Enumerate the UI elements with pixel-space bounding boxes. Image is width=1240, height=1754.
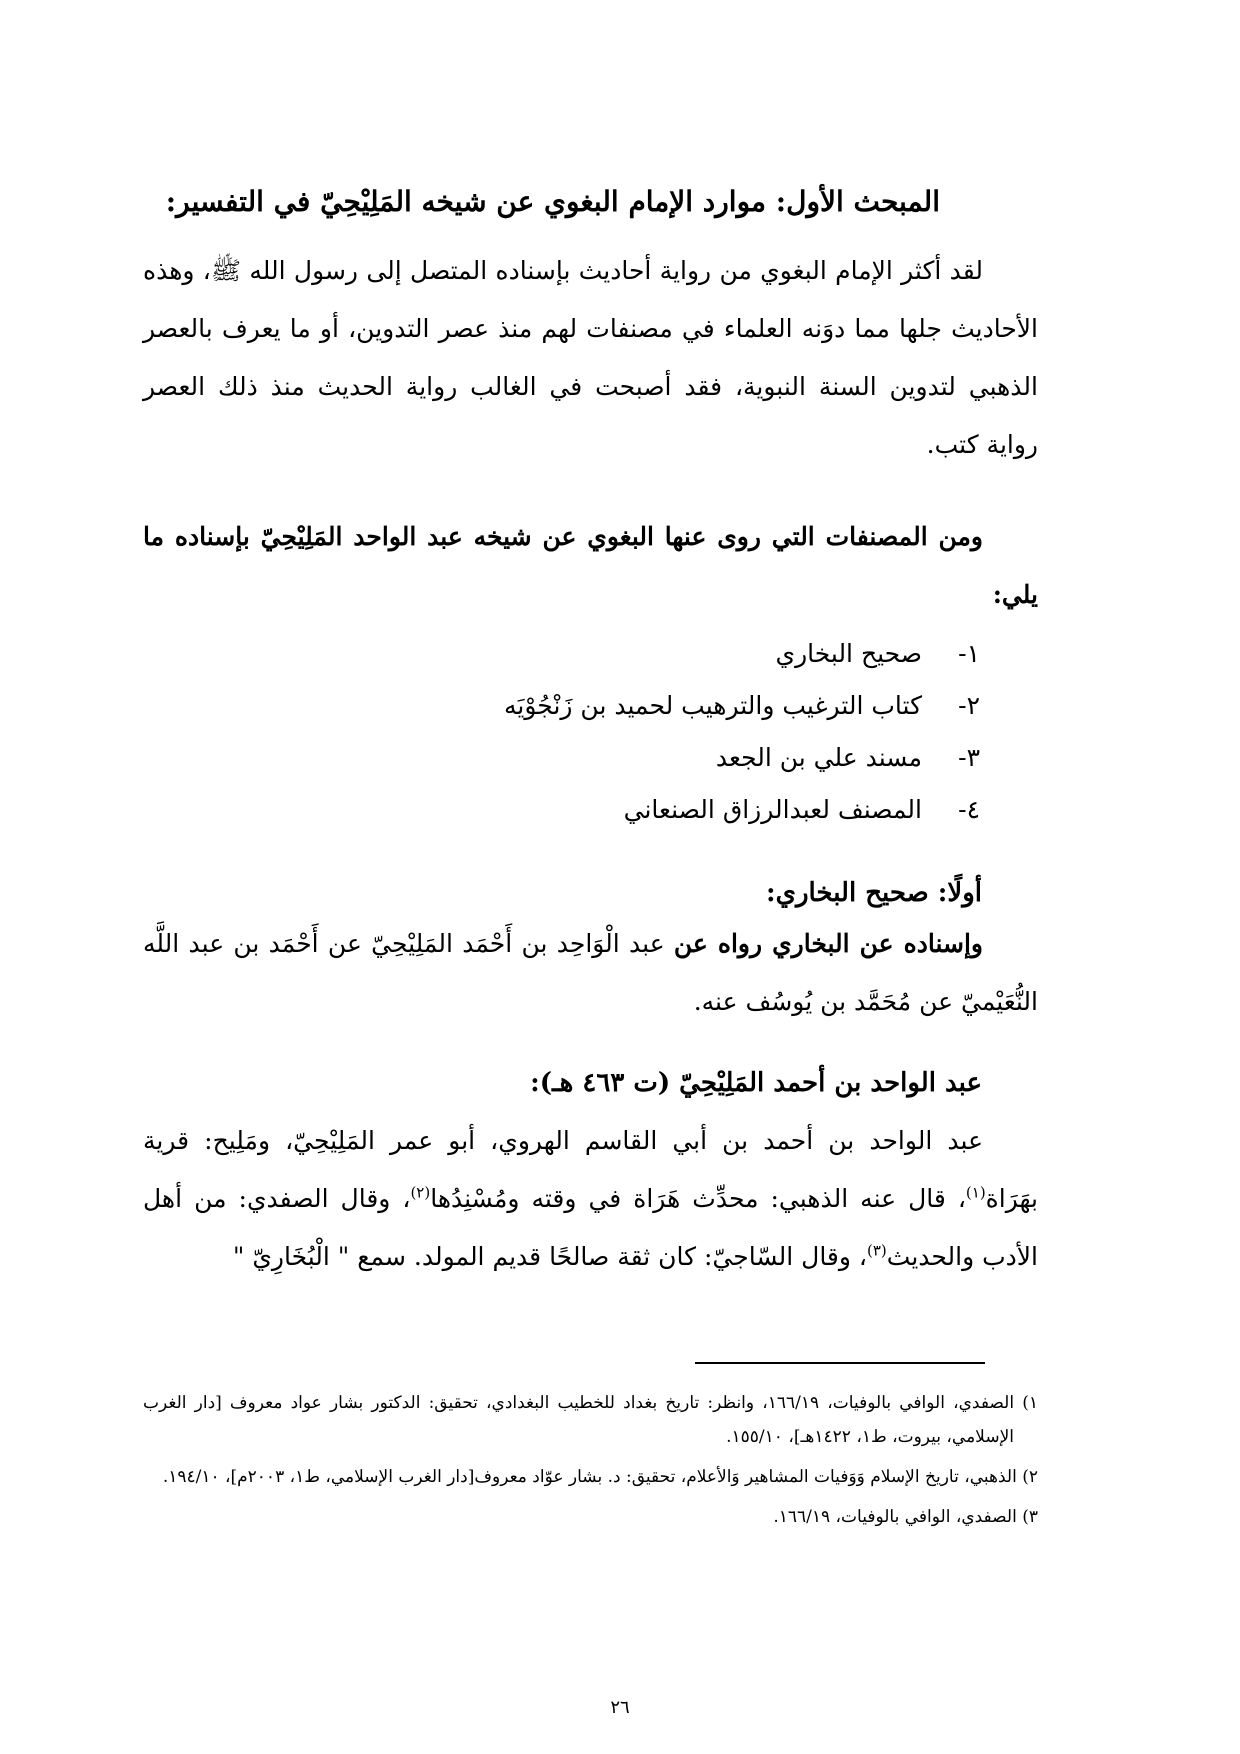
footnote-number: ٣) [1022,1507,1038,1527]
footnotes [143,1386,1038,1540]
list-text: مسند علي بن الجعد [715,743,922,772]
bukhari-text: عبد الْوَاحِد بن أَحْمَد المَلِيْحِيّ عن أَحْمَد بن عبد اللَّه النُّعَيْميّ عن مُحَمَّد بن يُوسُف عنه. [143,929,1038,1016]
list-item [380,628,980,680]
list-text: المصنف لعبدالرزاق الصنعاني [623,795,922,824]
sources-list [380,628,980,836]
footnote-text: الصفدي، الوافي بالوفيات، ١٦٦/١٩. [773,1507,1017,1527]
footnote-text: الصفدي، الوافي بالوفيات، ١٦٦/١٩، وانظر: تاريخ بغداد للخطيب البغدادي، تحقيق: الدكتور بشار عواد معروف [دار الغرب الإسلامي، بيروت، ط١، ١٤٢٢هـ]، ١٥٥/١٠. [143,1393,1015,1447]
footnote-ref[interactable]: (١) [965,1183,986,1202]
list-number: ٤- [958,795,980,824]
footnote [143,1460,1038,1494]
list-number: ٣- [958,743,980,772]
footnote [143,1500,1038,1534]
list-text: صحيح البخاري [775,639,922,668]
footnote-text: الذهبي، تاريخ الإسلام وَوَفيات المشاهير وَالأعلام، تحقيق: د. بشار عوّاد معروف[دار الغرب الإسلامي، ط١، ٢٠٠٣م]، ١٩٤/١٠. [162,1467,1017,1487]
bukhari-heading: أولًا: صحيح البخاري: [766,878,982,908]
footnote-number: ١) [1022,1393,1038,1413]
list-item [380,732,980,784]
list-number: ٢- [958,691,980,720]
bio-heading: عبد الواحد بن أحمد المَلِيْحِيّ (ت ٤٦٣ هـ): [530,1068,982,1098]
list-item [380,784,980,836]
footnote-ref[interactable]: (٣) [866,1241,887,1260]
bio-text: ، وقال السّاجيّ: كان ثقة صالحًا قديم المولد. سمع " الْبُخَارِيّ " [232,1242,867,1271]
list-item [380,680,980,732]
footnote-divider [695,1362,985,1364]
sources-intro: ومن المصنفات التي روى عنها البغوي عن شيخه عبد الواحد المَلِيْحِيّ بإسناده ما يلي: [143,522,1038,609]
bio-text: ، وقال الصفدي: من أهل الأدب والحديث [143,1184,1038,1271]
bio-text: عبد الواحد بن أحمد بن أبي القاسم الهروي، أبو عمر المَلِيْحِيّ، ومَلِيح: قرية بهَرَاة [143,1126,1038,1213]
bukhari-bold-lead: وإسناده عن البخاري رواه عن [673,929,983,958]
page-number: ٢٦ [610,1697,630,1718]
footnote-ref[interactable]: (٢) [410,1183,431,1202]
list-text: كتاب الترغيب والترهيب لحميد بن زَنْجُوْيَه [504,691,922,720]
bukhari-paragraph [143,915,1038,1031]
bio-paragraph [143,1112,1038,1286]
list-number: ١- [958,639,980,668]
footnote-number: ٢) [1022,1467,1038,1487]
bio-text: ، قال عنه الذهبي: محدِّث هَرَاة في وقته ومُسْنِدُها [430,1184,966,1213]
footnote [143,1386,1038,1454]
section-title: المبحث الأول: موارد الإمام البغوي عن شيخه المَلِيْحِيّ في التفسير: [165,185,940,218]
intro-paragraph: لقد أكثر الإمام البغوي من رواية أحاديث بإسناده المتصل إلى رسول الله ﷺ، وهذه الأحاديث جلها مما دوَنه العلماء في مصنفات لهم منذ عصر التدوين، أو ما يعرف بالعصر الذهبي لتدوين السنة النبوية، فقد أصبحت في الغالب رواية الحديث منذ ذلك العصر رواية كتب. [143,256,1038,459]
